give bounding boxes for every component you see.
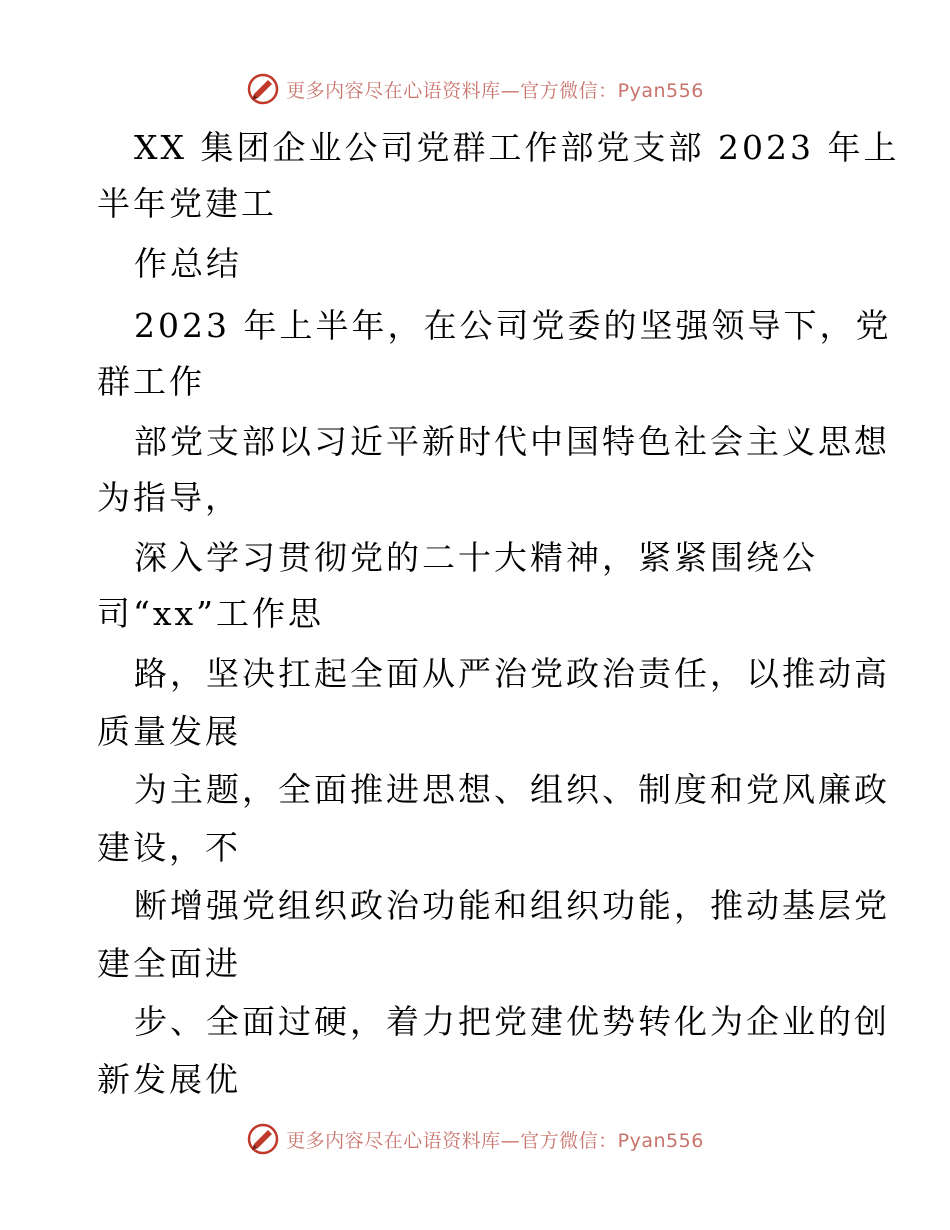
- document-line: 2023 年上半年，在公司党委的坚强领导下，党: [134, 306, 892, 345]
- footer-banner-contact: 官方微信：Pyan556: [520, 1129, 704, 1152]
- document-line: 司“xx”工作思: [97, 594, 324, 633]
- header-banner-title: 更多内容尽在心语资料库: [286, 79, 501, 102]
- document-line: 建全面进: [97, 944, 241, 983]
- document-line: 建设，不: [97, 828, 241, 867]
- document-line: 为主题，全面推进思想、组织、制度和党风廉政: [134, 770, 890, 809]
- document-line: 部党支部以习近平新时代中国特色社会主义思想: [134, 422, 890, 461]
- document-line: XX 集团企业公司党群工作部党支部 2023 年上: [134, 128, 900, 167]
- document-line: 深入学习贯彻党的二十大精神，紧紧围绕公: [134, 538, 818, 577]
- document-line: 群工作: [97, 362, 205, 401]
- header-banner-contact: 官方微信：Pyan556: [520, 79, 704, 102]
- header-banner-separator: —: [500, 79, 521, 102]
- footer-banner-text: [286, 1126, 704, 1153]
- document-line: 为指导，: [97, 478, 241, 517]
- document-line: 半年党建工: [97, 184, 277, 223]
- footer-banner-separator: —: [500, 1129, 521, 1152]
- document-line: 断增强党组织政治功能和组织功能，推动基层党: [134, 886, 890, 925]
- document-line: 新发展优: [97, 1060, 241, 1099]
- footer-banner-title: 更多内容尽在心语资料库: [286, 1129, 501, 1152]
- document-line: 作总结: [134, 244, 242, 283]
- document-line: 步、全面过硬，着力把党建优势转化为企业的创: [134, 1002, 890, 1041]
- pen-seal-icon: [246, 1122, 280, 1156]
- footer-banner: [0, 1122, 950, 1156]
- document-line: 质量发展: [97, 712, 241, 751]
- document-line: 路，坚决扛起全面从严治党政治责任，以推动高: [134, 654, 890, 693]
